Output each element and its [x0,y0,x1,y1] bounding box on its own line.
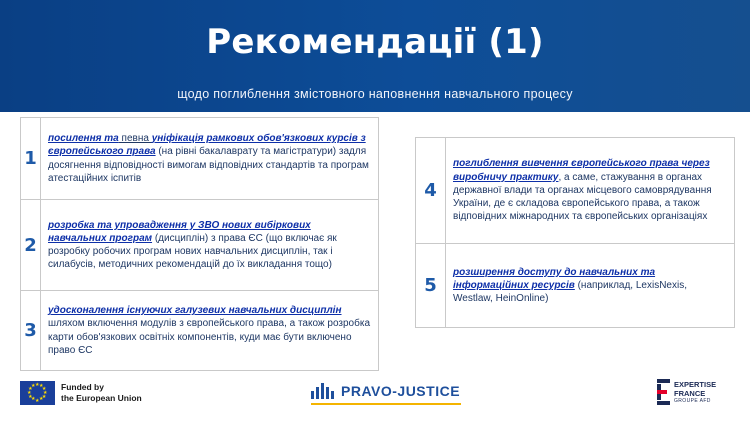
table-row [416,244,735,328]
eu-star-icon: ★ [35,397,40,404]
row-text [446,244,735,328]
expertise-france-logo [657,379,716,405]
table-row [21,118,379,200]
eu-star-icon: ★ [41,385,47,392]
eu-star-icon: ★ [39,396,44,403]
highlight-link[interactable]: розширення доступу до навчальних та інформаційних ресурсів [453,266,656,291]
eu-star-icon: ★ [28,393,33,400]
text-link[interactable]: певна [118,133,152,145]
eu-star-icon: ★ [39,382,44,389]
highlight-link[interactable]: поглиблення вивчення європейського права через виробничу практику [453,158,710,183]
eu-line-1: Funded by [61,382,104,392]
eu-funding-text [61,382,142,404]
slide-subtitle: щодо поглиблення змістовного наповнення навчального процесу [177,87,573,101]
pravo-justice-logo [311,383,460,399]
slide-title: Рекомендації (1) [206,22,544,62]
eu-star-icon: ★ [28,385,33,392]
pravo-justice-name: PRAVO-JUSTICE [341,383,461,399]
row-number: 4 [416,138,446,244]
table-row [21,291,379,371]
eu-star-icon: ★ [31,396,36,403]
row-number: 5 [416,244,446,328]
highlight-link[interactable]: посилення та [48,133,119,145]
eu-star-icon: ★ [41,393,47,400]
ef-line-2: FRANCE [674,389,706,398]
plain-text: (наприклад, LexisNexis, Westlaw, HeinOnline) [453,279,687,305]
expertise-france-mark-icon [657,379,670,405]
table-row [416,138,735,244]
row-number: 3 [21,291,41,371]
row-text [446,138,735,244]
plain-text: , а саме, стажування в органах державної влади та органах місцевого самоврядування України, де є складова європейського права, а також відповідних міжнародних та європейських організаціях [453,171,712,223]
plain-text: (дисциплін) з права ЄС (що включає як розробку робочих програм нових навчальних дисциплін, так і силабусів, методичних рекомендацій до їх викладання тощо) [48,232,337,271]
pj-underline [311,403,461,405]
row-number: 1 [21,118,41,200]
ef-line-3: GROUPE AFD [674,398,711,404]
eu-star-icon: ★ [31,382,36,389]
eu-flag-icon [20,381,55,405]
highlight-link[interactable]: розробка та упровадження у ЗВО нових вибіркових навчальних програм [48,219,311,244]
ef-line-1: EXPERTISE [674,380,717,389]
highlight-link[interactable]: уніфікація рамкових обов'язкових курсів з європейського права [48,133,366,158]
highlight-link[interactable]: удосконалення існуючих галузевих навчальних дисциплін [48,305,342,317]
recommendations-table-left [20,117,379,371]
row-text [41,200,379,291]
row-text [41,118,379,200]
expertise-france-text [674,380,716,404]
plain-text: шляхом включення модулів з європейського права, а також розробка карти обов'язкових освітніх компонентів, куди має бути включено право ЄС [48,318,371,356]
eu-star-icon: ★ [43,389,48,396]
eu-star-icon: ★ [35,381,40,388]
plain-text: (на рівні бакалаврату та магістратури) задля досягнення відповідності вимогам відповідних стандартів та програм атестаційних іспитів [48,146,369,184]
table-row [21,200,379,291]
building-icon [311,383,336,399]
row-number: 2 [21,200,41,291]
slide-header [0,0,750,112]
eu-line-2: the European Union [61,393,142,403]
eu-star-icon: ★ [27,389,32,396]
recommendations-table-right [415,137,735,328]
row-text [41,291,379,371]
eu-funding-logo [20,381,142,405]
